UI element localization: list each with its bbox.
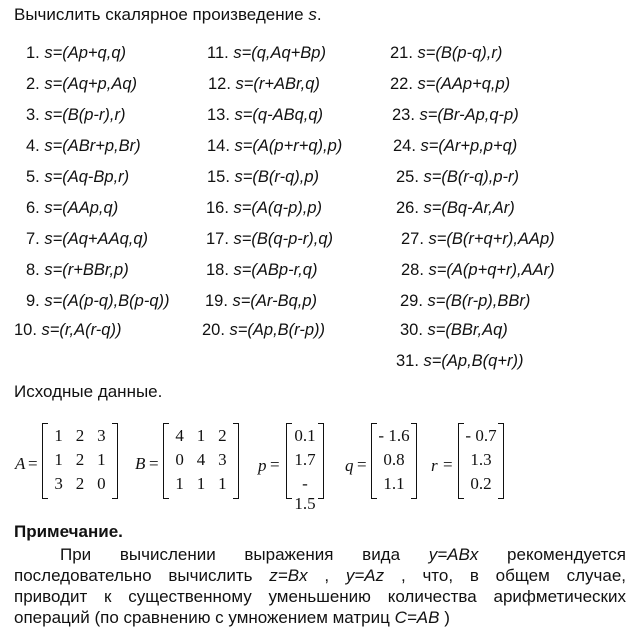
task-formula: s=(B(q-p-r),q): [233, 230, 333, 248]
task-item: [208, 75, 320, 94]
matrix-b-label: B: [135, 454, 146, 473]
matrix-cell: - 1.6: [378, 426, 410, 445]
matrix-b: [163, 423, 239, 499]
vector-r-eq: =: [443, 455, 453, 474]
task-number: 13.: [207, 106, 230, 124]
task-item: [400, 292, 530, 311]
matrix-b-eq: =: [149, 454, 159, 473]
note-l4b: C=AB: [394, 608, 440, 627]
task-number: 18.: [206, 261, 229, 279]
task-item: [26, 75, 137, 94]
task-formula: s=(AAp+q,p): [417, 75, 511, 93]
task-number: 25.: [396, 168, 419, 186]
vector-r: [458, 423, 504, 499]
task-formula: s=(B(p-r),r): [44, 106, 126, 124]
matrix-cell: 0: [175, 450, 184, 469]
task-number: 24.: [393, 137, 416, 155]
task-formula: s=(r+ABr,q): [235, 75, 320, 93]
task-item: [26, 230, 148, 249]
note-l2c: ,: [307, 566, 346, 585]
note-line-3: приводит к существенному уменьшению количества арифметических: [14, 587, 626, 606]
task-formula: s=(Ar+p,p+q): [420, 137, 518, 155]
task-formula: s=(Ap,B(r-p)): [229, 321, 326, 339]
task-number: 5.: [26, 168, 40, 186]
matrix-cell: 3: [54, 474, 63, 493]
task-formula: s=(Br-Ap,q-p): [419, 106, 519, 124]
task-formula: s=(r,A(r-q)): [41, 321, 122, 339]
note-text: [14, 544, 626, 628]
bracket-right: [112, 423, 118, 499]
matrix-cell: 1.3: [470, 450, 492, 469]
task-number: 9.: [26, 292, 40, 310]
task-number: 15.: [207, 168, 230, 186]
note-line-1: [14, 544, 626, 565]
note-l1a: При вычислении выражения вида: [60, 545, 429, 564]
bracket-right: [411, 423, 417, 499]
title-prefix: Вычислить скалярное произведение: [14, 5, 309, 24]
task-formula: s=(Bq-Ar,Ar): [423, 199, 515, 217]
task-number: 31.: [396, 352, 419, 370]
vector-p: [286, 423, 324, 513]
task-item: [207, 44, 326, 63]
title-suffix: .: [316, 5, 322, 24]
bracket-right: [233, 423, 239, 499]
task-formula: s=(A(p+r+q),p): [234, 137, 343, 155]
matrix-cell: 1: [196, 426, 206, 445]
task-item: [392, 106, 519, 125]
task-item: [207, 106, 323, 125]
title-var: s: [308, 5, 317, 24]
task-number: 21.: [390, 44, 413, 62]
task-formula: s=(B(p-q),r): [417, 44, 503, 62]
task-number: 20.: [202, 321, 225, 339]
bracket-right: [498, 423, 504, 499]
task-formula: s=(ABr+p,Br): [44, 137, 141, 155]
matrix-cell: 2: [75, 450, 85, 469]
matrix-a-eq: =: [28, 454, 38, 473]
note-l1c: рекомендуется: [478, 545, 626, 564]
task-number: 16.: [206, 199, 229, 217]
note-l2b: z=Bx: [269, 566, 308, 585]
task-formula: s=(B(r-p),BBr): [427, 292, 531, 310]
vector-p-label: p: [258, 456, 267, 475]
matrix-cell: 1: [97, 450, 106, 469]
task-number: 12.: [208, 75, 231, 93]
task-formula: s=(Aq-Bp,r): [44, 168, 130, 186]
task-item: [26, 292, 170, 311]
task-formula: s=(Ap+q,q): [44, 44, 126, 62]
task-item: [206, 230, 333, 249]
note-l1b: y=ABx: [428, 545, 479, 564]
task-number: 10.: [14, 321, 37, 339]
task-formula: s=(B(r+q+r),AAp): [428, 230, 555, 248]
task-number: 8.: [26, 261, 40, 279]
task-item: [26, 137, 141, 156]
matrix-cell: 2: [218, 426, 227, 445]
matrix-cell: - 1.5: [294, 474, 316, 513]
vector-q-label: q: [345, 456, 354, 475]
matrix-cell: - 0.7: [465, 426, 497, 445]
task-item: [396, 168, 519, 187]
task-formula: s=(Aq+p,Aq): [44, 75, 137, 93]
matrix-cell: 0.1: [294, 426, 316, 445]
vector-q: [371, 423, 417, 499]
section-title: Исходные данные.: [14, 382, 163, 401]
task-item: [206, 261, 317, 280]
bracket-right: [318, 423, 324, 499]
task-number: 27.: [401, 230, 424, 248]
task-number: 14.: [207, 137, 230, 155]
task-number: 11.: [207, 44, 229, 62]
matrix-cell: 1: [175, 474, 184, 493]
task-item: [205, 292, 317, 311]
task-item: [396, 199, 515, 218]
task-item: [26, 106, 125, 125]
page-title: [14, 5, 322, 25]
matrix-cell: 4: [196, 450, 206, 469]
note-l4c: ): [439, 608, 450, 627]
task-number: 4.: [26, 137, 40, 155]
task-item: [401, 261, 555, 280]
note-l4a: операций (по сравнению с умножением матриц: [14, 608, 395, 627]
matrix-cell: 0.8: [383, 450, 405, 469]
task-number: 6.: [26, 199, 40, 217]
task-formula: s=(AAp,q): [44, 199, 119, 217]
task-number: 28.: [401, 261, 424, 279]
matrix-cell: 1: [196, 474, 206, 493]
task-item: [26, 168, 129, 187]
task-formula: s=(ABp-r,q): [233, 261, 318, 279]
vector-p-eq: =: [270, 455, 280, 474]
task-formula: s=(BBr,Aq): [427, 321, 508, 339]
task-number: 26.: [396, 199, 419, 217]
task-formula: s=(Aq+AAq,q): [44, 230, 148, 248]
matrix-cell: 0.2: [470, 474, 492, 493]
matrix-cell: 1.1: [383, 474, 405, 493]
task-item: [390, 75, 510, 94]
matrix-cell: 3: [97, 426, 106, 445]
task-formula: s=(A(q-p),p): [233, 199, 323, 217]
task-formula: s=(A(p-q),B(p-q)): [44, 292, 170, 310]
task-number: 3.: [26, 106, 40, 124]
task-number: 17.: [206, 230, 229, 248]
matrix-a-label: A: [15, 454, 26, 473]
task-item: [390, 44, 502, 63]
task-item: [396, 352, 523, 371]
task-number: 2.: [26, 75, 40, 93]
matrix-cell: 1: [54, 450, 63, 469]
matrix-cell: 4: [175, 426, 184, 445]
task-formula: s=(B(r-q),p): [234, 168, 320, 186]
task-formula: s=(A(p+q+r),AAr): [428, 261, 555, 279]
task-number: 23.: [392, 106, 415, 124]
task-item: [206, 199, 322, 218]
matrix-cell: 2: [75, 474, 85, 493]
note-line-4: [14, 607, 626, 628]
note-heading: Примечание.: [14, 522, 123, 541]
task-number: 22.: [390, 75, 413, 93]
task-formula: s=(Ar-Bq,p): [232, 292, 318, 310]
vector-q-eq: =: [357, 455, 367, 474]
note-line-2: [14, 565, 626, 586]
task-item: [207, 137, 342, 156]
task-formula: s=(B(r-q),p-r): [423, 168, 520, 186]
task-formula: s=(r+BBr,p): [44, 261, 129, 279]
task-item: [202, 321, 325, 340]
matrix-cell: 1: [54, 426, 63, 445]
task-formula: s=(Ap,B(q+r)): [423, 352, 524, 370]
task-item: [14, 321, 121, 340]
task-item: [207, 168, 319, 187]
task-number: 30.: [400, 321, 423, 339]
task-number: 7.: [26, 230, 40, 248]
task-item: [26, 199, 118, 218]
task-number: 19.: [205, 292, 228, 310]
matrix-cell: 1.7: [294, 450, 316, 469]
task-item: [26, 261, 129, 280]
matrix-cell: 2: [75, 426, 85, 445]
task-item: [400, 321, 508, 340]
vector-r-label: r: [431, 456, 438, 475]
task-item: [26, 44, 126, 63]
matrix-a: [42, 423, 118, 499]
task-formula: s=(q-ABq,q): [234, 106, 324, 124]
task-number: 29.: [400, 292, 423, 310]
task-number: 1.: [26, 44, 40, 62]
note-l2d: y=Az: [345, 566, 385, 585]
task-item: [393, 137, 517, 156]
note-l2e: , что, в общем случае,: [384, 566, 626, 585]
task-formula: s=(q,Aq+Bp): [233, 44, 326, 62]
note-l2a: последовательно вычислить: [14, 566, 270, 585]
task-item: [401, 230, 555, 249]
matrix-cell: 1: [218, 474, 227, 493]
matrix-cell: 0: [97, 474, 106, 493]
matrix-cell: 3: [218, 450, 227, 469]
